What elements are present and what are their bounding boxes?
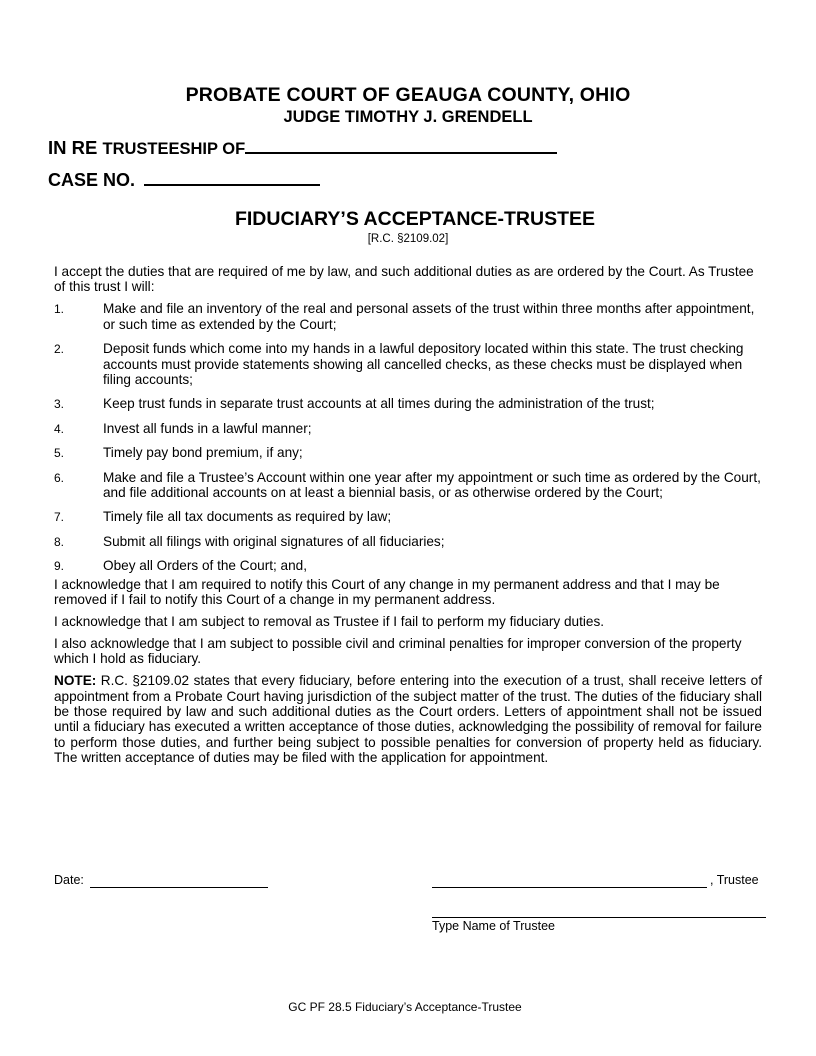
in-re-prefix: IN RE	[48, 137, 98, 158]
judge-name: JUDGE TIMOTHY J. GRENDELL	[283, 108, 533, 126]
type-name-field[interactable]	[432, 917, 766, 918]
date-field[interactable]	[90, 887, 268, 888]
duty-item: 4. Invest all funds in a lawful manner;	[54, 420, 312, 436]
duty-item: 3. Keep trust funds in separate trust accounts at all times during the administration of the trust;	[54, 396, 655, 412]
duty-item: 1. Make and file an inventory of the real and personal assets of the trust within three months after appointment, or such time as extended by the Court;	[54, 301, 755, 332]
intro-paragraph: I accept the duties that are required of me by law, and such additional duties as are ordered by the Court. As Trustee of this trust I will:	[54, 264, 754, 295]
acknowledgment-address: I acknowledge that I am required to notify this Court of any change in my permanent address and that I may be removed if I fail to notify this Court of a change in my permanent address.	[54, 576, 720, 607]
in-re-line	[48, 137, 557, 159]
duty-item: 7. Timely file all tax documents as required by law;	[54, 509, 392, 525]
statute-citation: [R.C. §2109.02]	[367, 233, 449, 245]
form-title: FIDUCIARY’S ACCEPTANCE-TRUSTEE	[234, 208, 596, 230]
case-no-line	[48, 170, 320, 191]
trustee-label: , Trustee	[710, 873, 759, 887]
note-paragraph	[54, 673, 762, 765]
note-label: NOTE:	[54, 673, 97, 689]
form-footer: GC PF 28.5 Fiduciary’s Acceptance-Trustee	[288, 1000, 522, 1014]
duty-item: 6. Make and file a Trustee’s Account within one year after my appointment or such time as ordered by the Court, and file additional accounts on at least a biennial basis, or as otherwise ordered by the Court;	[54, 469, 761, 500]
note-text: R.C. §2109.02 states that every fiduciary, before entering into the execution of a trust, shall receive letters of appointment from a Probate Court having jurisdiction of the subject matter of the trust. The duties of the fiduciary shall be those required by law and such additional duties as the Court orders. Letters of appointment shall not be issued until a fiduciary has executed a written acceptance of those duties, acknowledging the possibility of removal for failure to perform those duties, and further being subject to possible penalties for conversion of property held as fiduciary. The written acceptance of duties may be filed with the application for appointment.	[54, 673, 762, 766]
trusteeship-blank[interactable]	[245, 151, 557, 154]
date-label: Date:	[54, 873, 84, 887]
duties-list	[54, 301, 762, 573]
form-body	[54, 264, 762, 772]
acknowledgment-penalties: I also acknowledge that I am subject to possible civil and criminal penalties for improper conversion of the property which I hold as fiduciary.	[54, 635, 742, 667]
trusteeship-label: TRUSTEESHIP OF	[102, 140, 246, 158]
case-no-label: CASE NO.	[48, 170, 136, 190]
duty-item: 2. Deposit funds which come into my hands in a lawful depository located within this state. The trust checking accounts must provide statements showing all cancelled checks, as these checks must be displayed when filing accounts;	[54, 341, 744, 387]
court-name: PROBATE COURT OF GEAUGA COUNTY, OHIO	[185, 84, 631, 106]
acknowledgment-removal: I acknowledge that I am subject to removal as Trustee if I fail to perform my fiduciary duties.	[54, 613, 605, 629]
duty-item: 5. Timely pay bond premium, if any;	[54, 445, 303, 461]
duty-item: 8. Submit all filings with original signatures of all fiduciaries;	[54, 533, 445, 549]
type-name-label: Type Name of Trustee	[432, 919, 555, 933]
duty-item: 9. Obey all Orders of the Court; and,	[54, 558, 308, 574]
case-no-blank[interactable]	[144, 183, 320, 186]
trustee-signature-field[interactable]	[432, 887, 707, 888]
